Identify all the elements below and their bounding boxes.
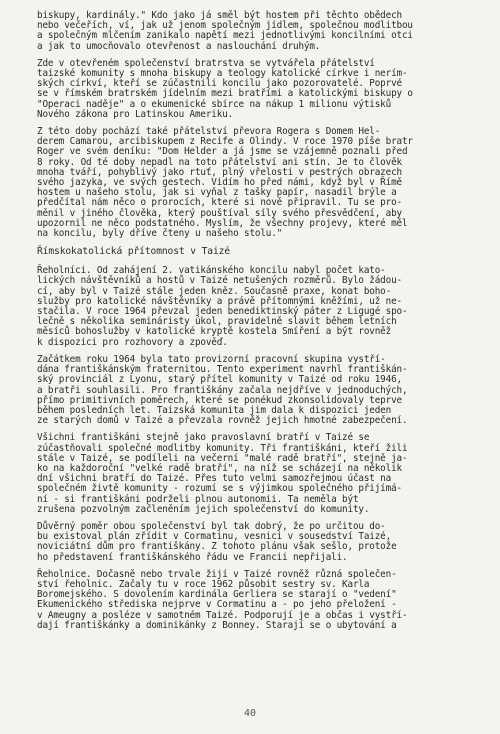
paragraph-5: Začátkem roku 1964 byla tato provizorní pracovní skupina vystří- dána františkánským fraternitou. Tento experiment navrhl františkán- ský provinciál z Lyonu, starý přítel komunity v Taizé od roku 1946, a bratři souhlasili. Pro františkány začala nejdříve v jednoduchých, přímo primitivních poměrech, které se ponékud zkonsolidovaly teprve během posledních let. Taizská komunita jim dala k dispozici jeden ze starých domů v Taizé a převzala rovněž jejich hmotné zabezpečení. [37,353,408,427]
paragraph-1: biskupy, kardinály." Kdo jako já směl být hostem při těchto obědech nebo večeřích, ví, jak už jenom společným jídlem, společnou modlitbou a společným mlčením zanikalo napětí mezi jednotlivými koncilními otci a jak to umocňovalo otevřenost a naslouchání druhým. [37,10,413,52]
section-heading: Římskokatolická přítomnost v Taizé [37,246,230,258]
paragraph-3: Z této doby pochází také přátelství převora Rogera s Domem Hel- derem Camarou, arcibiskupem z Recife a Olindy. V roce 1970 píše bratr Roger ve svém deníku: "Dom Helder a já jsme se vzájemně poznali před 8 roky. Od té doby nepadl na toto přátelství ani stín. Je to člověk mnoha tváří, pohyblivý jako rtuť, plný vřelosti v pestrých obrazech svého jazyka, ve svých gestech. Vidím ho před námi, když byl v Římě hostem u našeho stolu, jak si vyňal z tašky papír, nasadil brýle a předčítal nám něco o prorocích, které si nově připravil. Tu se pro- měnil v jiného člověka, který pouštíval síly svého přesvědčení, aby upozornil ne něco podstatného. Myslím, že všechny projevy, které měl na koncilu, byly dříve čteny u našeho stolu." [37,126,413,240]
page-number: 40 [243,708,257,719]
paragraph-7: Důvěrný poměr obou společenství byl tak dobrý, že po určitou do- bu existoval plán zřídit v Cormatinu, vesnici v sousedství Taizé, noviciátní dům pro františkány. Z tohoto plánu však sešlo, protože ho představení františkánského řádu ve Francii nepřijali. [37,520,397,563]
paragraph-6: Všichni františkáni stejně jako pravoslavní bratří v Taizé se zúčastňovali společné modlitby komunity. Tři františkáni, kteří žili stále v Taizé, se podíleli na večerní "malé radě bratří", stejně ja- ko na každoroční "velké radě bratří", na níž se scházejí na několik dní všichni bratří do Taizé. Přes tuto velmi samozřejmou účast na společném živtě komunity - rozumí se s výjimkou společného přijímá- ní - si františkáni podrželi plnou autonomii. Ta neměla být zrušena pozvolným začleněním jejich společenství do komunity. [37,432,408,515]
paragraph-2: Zde v otevřeném společenství bratrstva se vytvářela přátelství taizské komunity s mnoha biskupy a teology katolické církve i nerím- ských církví, kteří se zúčastnili koncilu jako pozorovatelé. Poprvé se v římském bratrském jídelním mezi bratřími a katolickými biskupy o "Operaci naděje" a o ekumenické sbírce na nákup 1 milionu výtisků Nového zákona pro Latinskou Ameriku. [37,57,413,120]
paragraph-8: Řeholnice. Dočasně nebo trvale žijí v Taizé rovněž různá společen- ství řeholnic. Začaly tu v roce 1962 působit sestry sv. Karla Boromejského. S dovolením kardinála Gerliera se starají o "vedení" Ekumenického střediska nejprve v Cormatinu a - po jeho přeložení - v Ameugny a posléze v samotném Taizé. Podporují je a občas i vystří- dají františkánky a dominikánky z Bonney. Starají se o ubytování a [37,568,408,631]
paragraph-4: Řeholníci. Od zahájení 2. vatikánského koncilu nabyl počet kato- lických návštěvníků a hostů v Taizé netušených rozměrů. Bylo žádou- cí, aby byl v Taizé stále jeden kněz. Současně praxe, konat boho- služby pro katolické návštěvníky a právě přítomnými kněžími, už ne- stačila. V roce 1964 převzal jeden benediktinský páter z Ligugé spo- lečně s několika semináristy úkol, pravidelně slavit během letních měsíců bohoslužby v katolické kryptě kostela Smíření a být rovněž k dispozici pro rozhovory a zpověď. [37,265,408,348]
